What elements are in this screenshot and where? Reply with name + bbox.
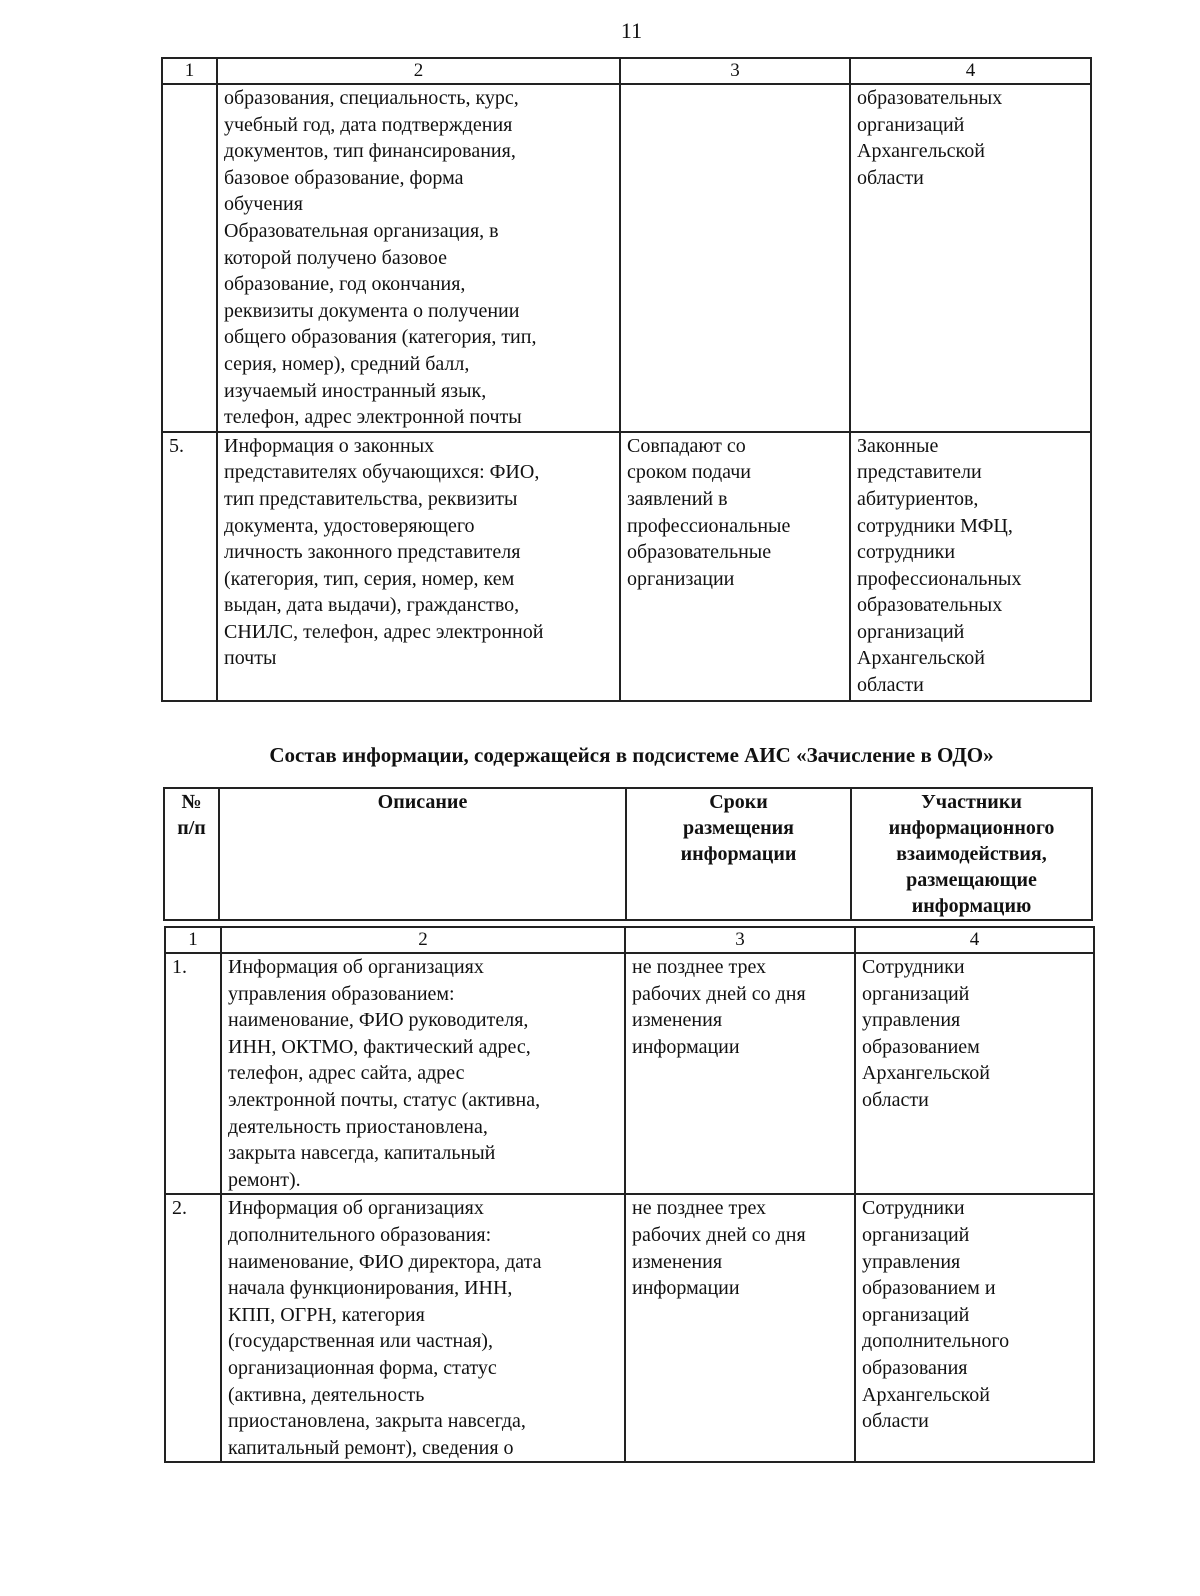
table-row <box>162 84 1091 432</box>
row-number: 2. <box>165 1194 221 1462</box>
page-number: 11 <box>620 18 643 43</box>
row-number: 1. <box>165 953 221 1194</box>
column-number: 3 <box>625 927 855 953</box>
row-participants: образовательных организаций Архангельской области <box>850 84 1091 432</box>
column-number: 4 <box>850 58 1091 84</box>
column-number: 1 <box>165 927 221 953</box>
header-participants: Участники информационного взаимодействия, размещающие информацию <box>851 788 1092 920</box>
row-number: 5. <box>162 432 217 701</box>
header-terms: Сроки размещения информации <box>626 788 851 920</box>
row-terms: Совпадают со сроком подачи заявлений в профессиональные образовательные организации <box>620 432 850 701</box>
row-terms: не позднее трех рабочих дней со дня изменения информации <box>625 1194 855 1462</box>
column-number: 2 <box>217 58 620 84</box>
row-description: Информация об организациях управления образованием: наименование, ФИО руководителя, ИНН, ОКТМО, фактический адрес, телефон, адрес сайта, адрес электронной почты, статус (активна, деятельность приостановлена, закрыта навсегда, капитальный ремонт). <box>221 953 625 1194</box>
table-continued <box>161 57 1092 702</box>
column-number-row <box>162 58 1091 84</box>
column-number: 4 <box>855 927 1094 953</box>
row-description: Информация об организациях дополнительного образования: наименование, ФИО директора, дата начала функционирования, ИНН, КПП, ОГРН, категория (государственная или частная), организационная форма, статус (активна, деятельность приостановлена, закрыта навсегда, капитальный ремонт), сведения о <box>221 1194 625 1462</box>
row-number <box>162 84 217 432</box>
column-number: 3 <box>620 58 850 84</box>
row-participants: Законные представители абитуриентов, сотрудники МФЦ, сотрудники профессиональных образовательных организаций Архангельской области <box>850 432 1091 701</box>
table-row <box>162 432 1091 701</box>
header-description: Описание <box>219 788 626 920</box>
column-number-row <box>165 927 1094 953</box>
column-number: 2 <box>221 927 625 953</box>
row-description: образования, специальность, курс, учебный год, дата подтверждения документов, тип финансирования, базовое образование, форма обучения Образовательная организация, в которой получено базовое образование, год окончания, реквизиты документа о получении общего образования (категория, тип, серия, номер), средний балл, изучаемый иностранный язык, телефон, адрес электронной почты <box>217 84 620 432</box>
table-row <box>165 953 1094 1194</box>
information-table <box>164 926 1095 1463</box>
row-participants: Сотрудники организаций управления образованием Архангельской области <box>855 953 1094 1194</box>
table-row <box>165 1194 1094 1462</box>
column-number: 1 <box>162 58 217 84</box>
row-participants: Сотрудники организаций управления образованием и организаций дополнительного образования Архангельской области <box>855 1194 1094 1462</box>
table-header <box>163 787 1093 921</box>
row-terms: не позднее трех рабочих дней со дня изменения информации <box>625 953 855 1194</box>
header-number: № п/п <box>164 788 219 920</box>
row-terms <box>620 84 850 432</box>
section-title: Состав информации, содержащейся в подсистеме АИС «Зачисление в ОДО» <box>269 743 994 767</box>
row-description: Информация о законных представителях обучающихся: ФИО, тип представительства, реквизиты документа, удостоверяющего личность законного представителя (категория, тип, серия, номер, кем выдан, дата выдачи), гражданство, СНИЛС, телефон, адрес электронной почты <box>217 432 620 701</box>
header-row <box>164 788 1092 920</box>
